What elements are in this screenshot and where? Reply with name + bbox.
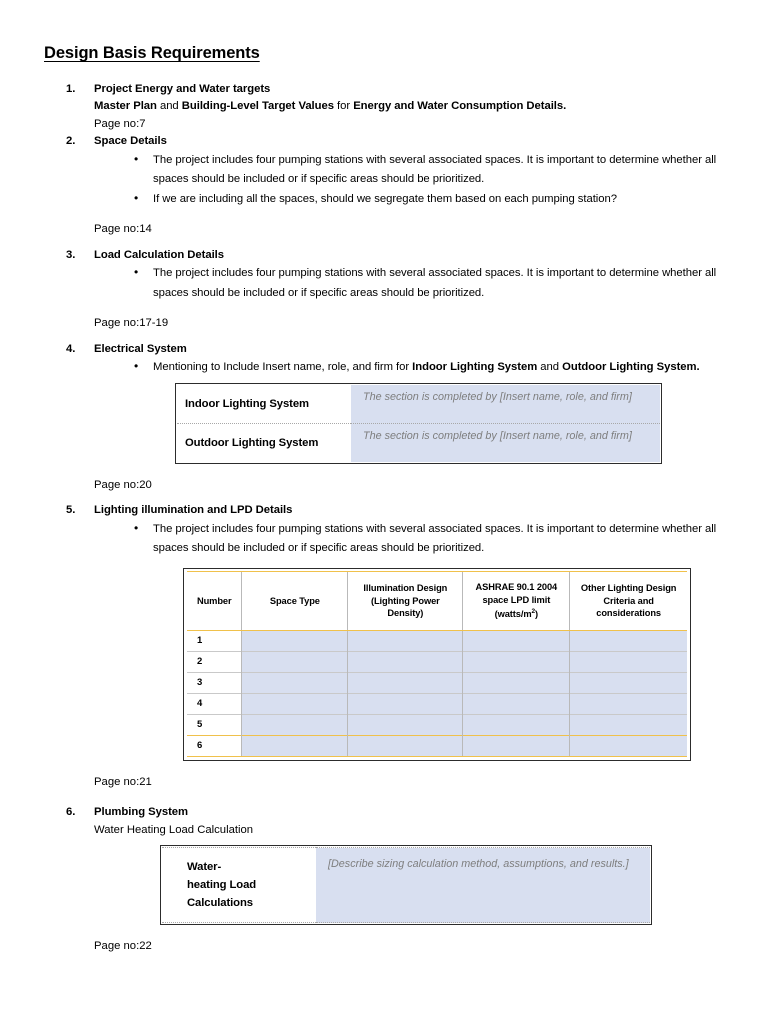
cell-row-number: 4 [187,693,242,714]
column-header-illumination-design [348,571,463,630]
table-row [187,735,687,756]
page-reference-1: Page no:7 [94,117,146,130]
cell-illumination[interactable] [348,735,463,756]
cell-space-type[interactable] [242,735,348,756]
bullet-item: • The project includes four pumping stations with several associated spaces. It is important to determine whether all spaces should be included or if specific areas should be prioritized. [130,264,728,303]
illumination-line-1: Illumination Design [363,583,448,594]
cell-row-number: 3 [187,672,242,693]
cell-ashrae[interactable] [463,651,570,672]
requirements-list [44,81,728,956]
table-row [162,848,650,923]
cell-other[interactable] [570,651,687,672]
cell-space-type[interactable] [242,672,348,693]
bullet-list-2 [94,151,728,210]
section-heading-3: Load Calculation Details [94,248,224,261]
other-line-3: considerations [596,608,661,619]
cell-space-type[interactable] [242,651,348,672]
cell-illumination[interactable] [348,693,463,714]
column-header-other-criteria [570,571,687,630]
table-row [177,423,660,462]
ashrae-line-1: ASHRAE 90.1 2004 [475,582,558,592]
column-header-space-type: Space Type [242,571,348,630]
ashrae-line-3-pre: (watts/m [494,609,532,620]
cell-ashrae[interactable] [463,735,570,756]
cell-illumination[interactable] [348,651,463,672]
lighting-assignment-table [177,385,660,462]
cell-other[interactable] [570,735,687,756]
bullet-bold-indoor: Indoor Lighting System [412,361,538,374]
table-row [187,672,687,693]
cell-illumination[interactable] [348,672,463,693]
cell-row-number: 1 [187,630,242,651]
ashrae-line-3-post: ) [535,609,539,620]
section-item-5 [44,502,728,559]
lpd-details-table [187,571,687,757]
cell-row-number: 2 [187,651,242,672]
section-item-6 [44,804,728,839]
page-title: Design Basis Requirements [44,44,260,62]
cell-other[interactable] [570,693,687,714]
cell-row-number: 5 [187,714,242,735]
section-heading-5: Lighting illumination and LPD Details [94,504,293,517]
ashrae-units-superscript: 2 [531,608,536,615]
cell-ashrae[interactable] [463,630,570,651]
column-header-number: Number [187,571,242,630]
cell-space-type[interactable] [242,630,348,651]
other-line-1: Other Lighting Design [580,583,677,594]
indoor-lighting-placeholder[interactable]: The section is completed by [Insert name, role, and firm] [351,385,660,424]
section-subline-6: Water Heating Load Calculation [94,823,254,836]
section-heading-6: Plumbing System [94,806,189,819]
cell-other[interactable] [570,630,687,651]
water-heating-placeholder[interactable]: [Describe sizing calculation method, assumptions, and results.] [316,848,650,923]
section-number-4: 4. [66,342,76,355]
column-header-ashrae-lpd [463,571,570,630]
bullet-item [130,358,728,378]
subline-bold-master-plan: Master Plan [94,100,157,113]
lpd-table-wrapper [183,568,691,761]
table-row [187,714,687,735]
other-line-2: Criteria and [603,595,654,606]
table-row [187,630,687,651]
water-heating-label [162,848,316,923]
cell-illumination[interactable] [348,714,463,735]
water-heating-table [162,847,650,923]
outdoor-lighting-label: Outdoor Lighting System [177,423,351,462]
water-heating-table-wrapper [160,845,652,925]
section-heading-2: Space Details [94,135,167,148]
bullet-bold-outdoor: Outdoor Lighting System. [562,361,700,374]
cell-ashrae[interactable] [463,693,570,714]
section-number-1: 1. [66,82,76,95]
section-number-5: 5. [66,504,76,517]
bullet-lead-text: Mentioning to Include Insert name, role, and firm for [153,361,413,374]
section-heading-1: Project Energy and Water targets [94,82,271,95]
table-header-row [187,571,687,630]
illumination-line-3: Density) [387,608,424,619]
page-reference-3: Page no:17-19 [94,317,169,330]
bullet-list-4 [94,358,728,378]
table-row [177,385,660,424]
illumination-line-2: (Lighting Power [370,595,440,606]
bullet-item: • The project includes four pumping stations with several associated spaces. It is important to determine whether all spaces should be included or if specific areas should be prioritized. [130,520,728,559]
section-subline-1 [94,98,728,116]
ashrae-line-2: space LPD limit [482,594,551,605]
section-number-6: 6. [66,806,76,819]
water-heating-label-line-1: Water- [187,861,222,874]
water-heating-label-line-3: Calculations [187,897,253,910]
section-heading-4: Electrical System [94,342,187,355]
page-reference-2: Page no:14 [94,223,152,236]
cell-space-type[interactable] [242,714,348,735]
subline-plain-for: for [333,100,354,113]
section-item-4 [44,341,728,378]
indoor-lighting-label: Indoor Lighting System [177,385,351,424]
bullet-list-5 [94,520,728,559]
section-number-3: 3. [66,248,76,261]
bullet-list-3 [94,264,728,303]
cell-other[interactable] [570,672,687,693]
table-row [187,651,687,672]
cell-other[interactable] [570,714,687,735]
water-heating-label-line-2: heating Load [187,879,257,892]
section-number-2: 2. [66,135,76,148]
bullet-item: • If we are including all the spaces, should we segregate them based on each pumping station? [130,190,728,210]
section-item-2 [44,133,728,209]
subline-bold-building-level: Building-Level Target Values [181,100,334,113]
lighting-assignment-table-wrapper [175,383,662,464]
subline-bold-energy-water: Energy and Water Consumption Details. [353,100,567,113]
outdoor-lighting-placeholder[interactable]: The section is completed by [Insert name, role, and firm] [351,423,660,462]
page-reference-5: Page no:21 [94,775,152,788]
page-reference-6: Page no:22 [94,940,152,953]
section-item-3 [44,247,728,304]
cell-row-number: 6 [187,735,242,756]
page-reference-4: Page no:20 [94,478,152,491]
subline-plain-and: and [156,100,182,113]
cell-ashrae[interactable] [463,714,570,735]
cell-space-type[interactable] [242,693,348,714]
section-item-1 [44,81,728,116]
cell-ashrae[interactable] [463,672,570,693]
bullet-mid-and: and [537,361,563,374]
bullet-item: • The project includes four pumping stations with several associated spaces. It is important to determine whether all spaces should be included or if specific areas should be prioritized. [130,151,728,190]
table-row [187,693,687,714]
cell-illumination[interactable] [348,630,463,651]
